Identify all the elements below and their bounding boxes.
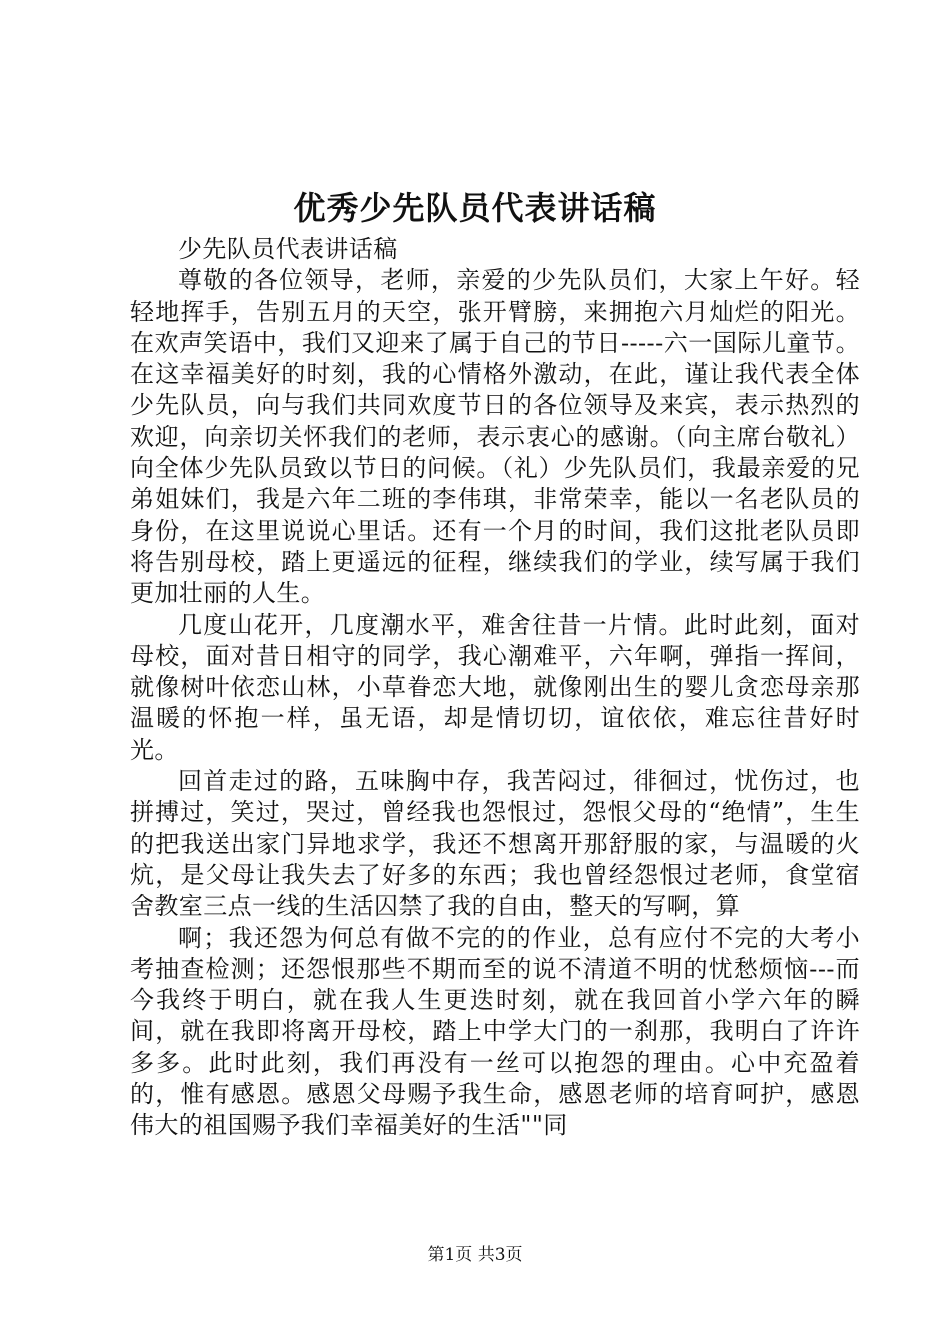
paragraph-greeting: 尊敬的各位领导，老师，亲爱的少先队员们，大家上午好。轻轻地挥手，告别五月的天空，张开臂膀，来拥抱六月灿烂的阳光。在欢声笑语中，我们又迎来了属于自己的节日-----六一国际儿童节。在这幸福美好的时刻，我的心情格外激动，在此，谨让我代表全体少先队员，向与我们共同欢度节日的各位领导及来宾，表示热烈的欢迎，向亲切关怀我们的老师，表示衷心的感谢。（向主席台敬礼）向全体少先队员致以节日的问候。（礼）少先队员们，我最亲爱的兄弟姐妹们，我是六年二班的李伟琪，非常荣幸，能以一名老队员的身份，在这里说说心里话。还有一个月的时间，我们这批老队员即将告别母校，踏上更遥远的征程，继续我们的学业，续写属于我们更加壮丽的人生。 [130, 266, 860, 608]
paragraph-gratitude: 啊；我还怨为何总有做不完的的作业，总有应付不完的大考小考抽查检测；还怨恨那些不期而至的说不清道不明的忧愁烦恼---而今我终于明白，就在我人生更迭时刻，就在我回首小学六年的瞬间，就在我即将离开母校，踏上中学大门的一刹那，我明白了许许多多。此时此刻，我们再没有一丝可以抱怨的理由。心中充盈着的，惟有感恩。感恩父母赐予我生命，感恩老师的培育呵护，感恩伟大的祖国赐予我们幸福美好的生活""同 [130, 923, 860, 1140]
page-number: 第1页 共3页 [427, 1245, 523, 1265]
paragraph-reflection: 回首走过的路，五味胸中存，我苦闷过，徘徊过，忧伤过，也拼搏过，笑过，哭过，曾经我也怨恨过，怨恨父母的“绝情”，生生的把我送出家门异地求学，我还不想离开那舒服的家，与温暖的火炕，是父母让我失去了好多的东西；我也曾经怨恨过老师，食堂宿舍教室三点一线的生活囚禁了我的自由，整天的写啊，算 [130, 767, 860, 921]
document-title: 优秀少先队员代表讲话稿 [293, 189, 657, 227]
paragraph-subtitle: 少先队员代表讲话稿 [178, 235, 398, 263]
document-body [130, 234, 860, 1142]
paragraph-farewell: 几度山花开，几度潮水平，难舍往昔一片情。此时此刻，面对母校，面对昔日相守的同学，我心潮难平，六年啊，弹指一挥间，就像树叶依恋山林，小草眷恋大地，就像刚出生的婴儿贪恋母亲那温暖的怀抱一样，虽无语，却是情切切，谊依依，难忘往昔好时光。 [130, 610, 860, 764]
